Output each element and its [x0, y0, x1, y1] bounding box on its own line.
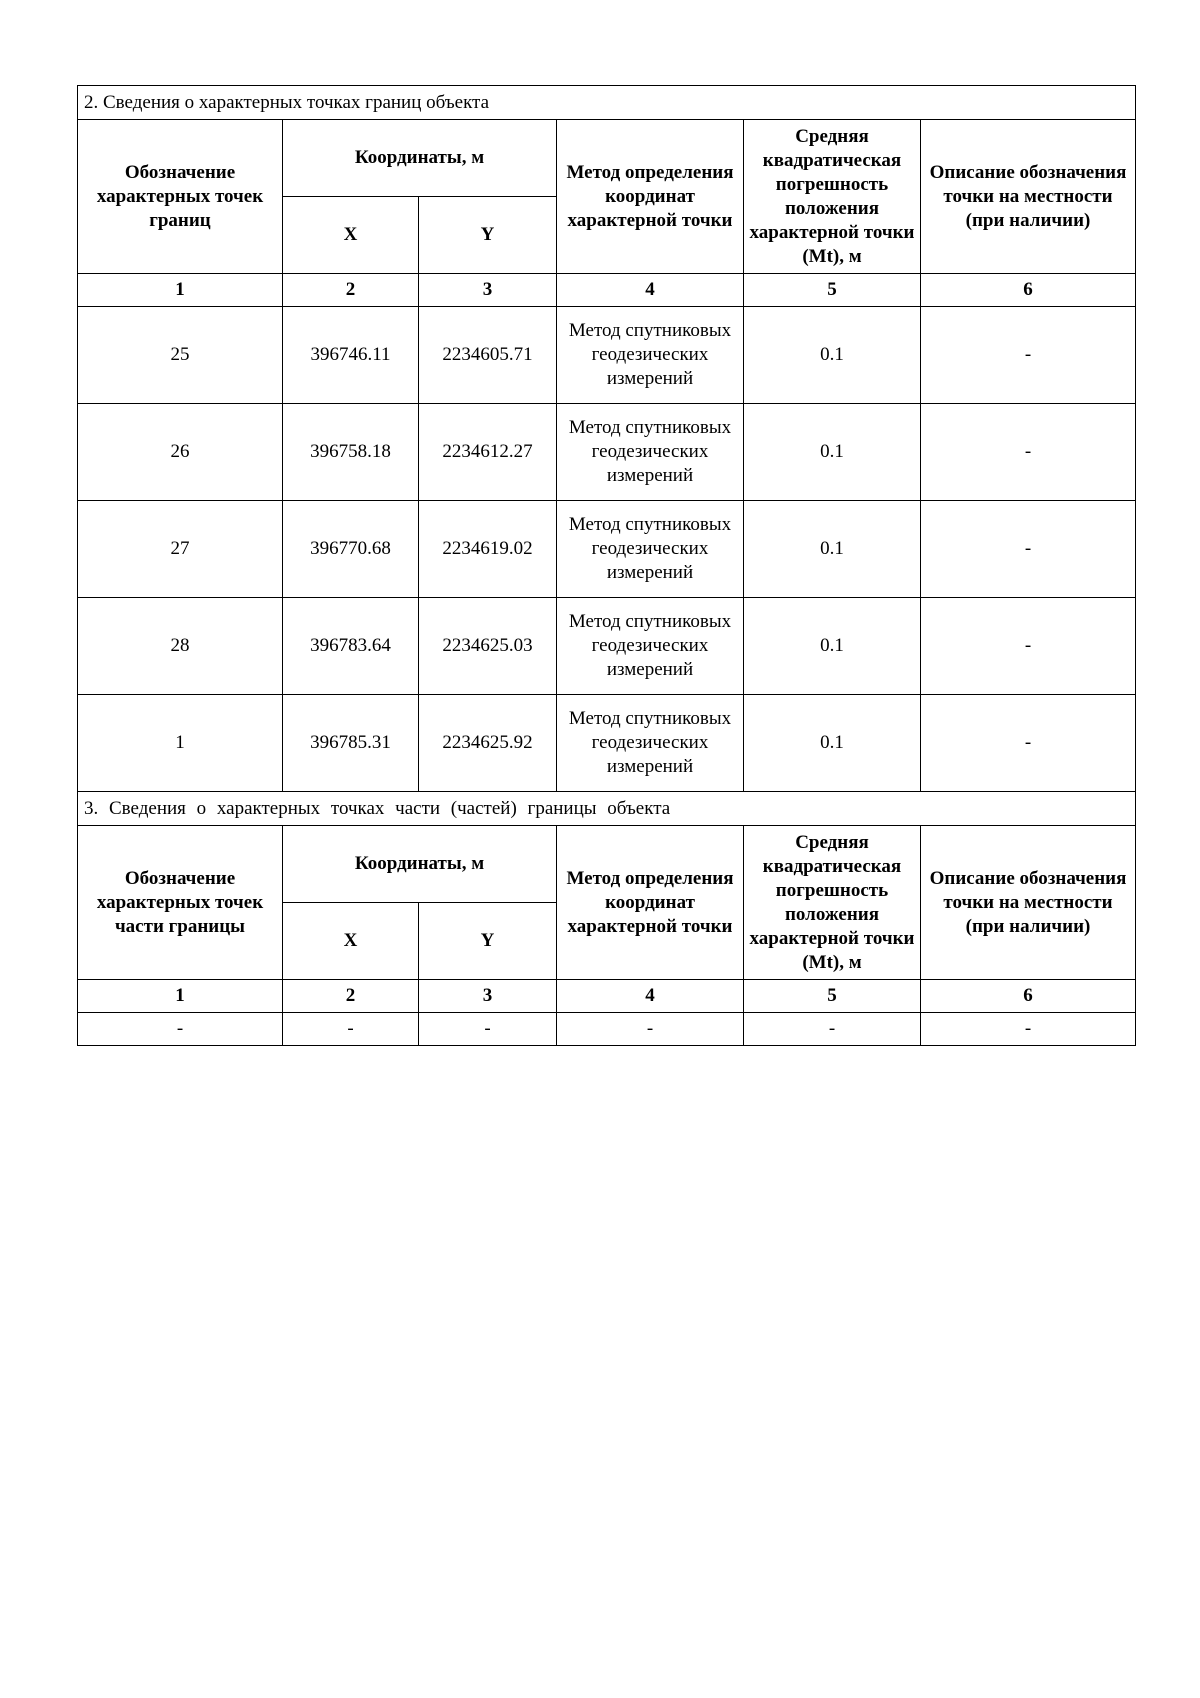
column-number: 1	[78, 274, 283, 307]
coord-y: 2234625.03	[419, 598, 557, 695]
section-2-title: 2. Сведения о характерных точках границ объекта	[78, 86, 1136, 120]
header-error: Средняя квадратическая погрешность положения характерной точки (Mt), м	[744, 826, 921, 980]
table-row	[78, 501, 1136, 598]
header-x: X	[283, 903, 419, 980]
header-designation: Обозначение характерных точек части границы	[78, 826, 283, 980]
column-number: 4	[557, 980, 744, 1013]
column-number: 2	[283, 274, 419, 307]
column-number: 4	[557, 274, 744, 307]
point-description: -	[921, 404, 1136, 501]
header-description: Описание обозначения точки на местности (при наличии)	[921, 826, 1136, 980]
header-x: X	[283, 197, 419, 274]
column-numbers-row	[78, 274, 1136, 307]
table-row	[78, 695, 1136, 792]
point-description: -	[921, 501, 1136, 598]
coord-y: 2234619.02	[419, 501, 557, 598]
method: Метод спутниковых геодезических измерений	[557, 501, 744, 598]
column-number: 5	[744, 274, 921, 307]
method: Метод спутниковых геодезических измерений	[557, 307, 744, 404]
header-coordinates: Координаты, м	[283, 120, 557, 197]
header-y: Y	[419, 197, 557, 274]
point-id: 28	[78, 598, 283, 695]
coord-y: 2234612.27	[419, 404, 557, 501]
coord-y: 2234625.92	[419, 695, 557, 792]
section-title-row	[78, 86, 1136, 120]
coord-y: -	[419, 1013, 557, 1046]
coord-x: 396785.31	[283, 695, 419, 792]
point-description: -	[921, 695, 1136, 792]
column-numbers-row	[78, 980, 1136, 1013]
column-number: 3	[419, 274, 557, 307]
coord-x: 396770.68	[283, 501, 419, 598]
table-row	[78, 404, 1136, 501]
point-id: -	[78, 1013, 283, 1046]
mt-error: 0.1	[744, 404, 921, 501]
header-error: Средняя квадратическая погрешность положения характерной точки (Mt), м	[744, 120, 921, 274]
header-designation: Обозначение характерных точек границ	[78, 120, 283, 274]
mt-error: 0.1	[744, 695, 921, 792]
section-3-title: 3. Сведения о характерных точках части (частей) границы объекта	[78, 792, 1136, 826]
coord-x: 396758.18	[283, 404, 419, 501]
column-number: 2	[283, 980, 419, 1013]
coord-x: -	[283, 1013, 419, 1046]
header-coordinates: Координаты, м	[283, 826, 557, 903]
point-description: -	[921, 307, 1136, 404]
table-row	[78, 1013, 1136, 1046]
header-method: Метод определения координат характерной точки	[557, 826, 744, 980]
point-id: 1	[78, 695, 283, 792]
table-row	[78, 598, 1136, 695]
point-id: 27	[78, 501, 283, 598]
column-number: 6	[921, 274, 1136, 307]
header-row	[78, 826, 1136, 903]
column-number: 5	[744, 980, 921, 1013]
coord-x: 396783.64	[283, 598, 419, 695]
coord-x: 396746.11	[283, 307, 419, 404]
point-description: -	[921, 1013, 1136, 1046]
mt-error: 0.1	[744, 307, 921, 404]
mt-error: 0.1	[744, 598, 921, 695]
point-id: 25	[78, 307, 283, 404]
mt-error: -	[744, 1013, 921, 1046]
table-row	[78, 307, 1136, 404]
method: -	[557, 1013, 744, 1046]
coord-y: 2234605.71	[419, 307, 557, 404]
column-number: 3	[419, 980, 557, 1013]
method: Метод спутниковых геодезических измерений	[557, 404, 744, 501]
header-method: Метод определения координат характерной точки	[557, 120, 744, 274]
boundary-points-table	[77, 85, 1136, 1046]
header-y: Y	[419, 903, 557, 980]
header-description: Описание обозначения точки на местности (при наличии)	[921, 120, 1136, 274]
method: Метод спутниковых геодезических измерений	[557, 695, 744, 792]
method: Метод спутниковых геодезических измерений	[557, 598, 744, 695]
section-title-row	[78, 792, 1136, 826]
header-row	[78, 120, 1136, 197]
point-id: 26	[78, 404, 283, 501]
column-number: 1	[78, 980, 283, 1013]
column-number: 6	[921, 980, 1136, 1013]
mt-error: 0.1	[744, 501, 921, 598]
point-description: -	[921, 598, 1136, 695]
